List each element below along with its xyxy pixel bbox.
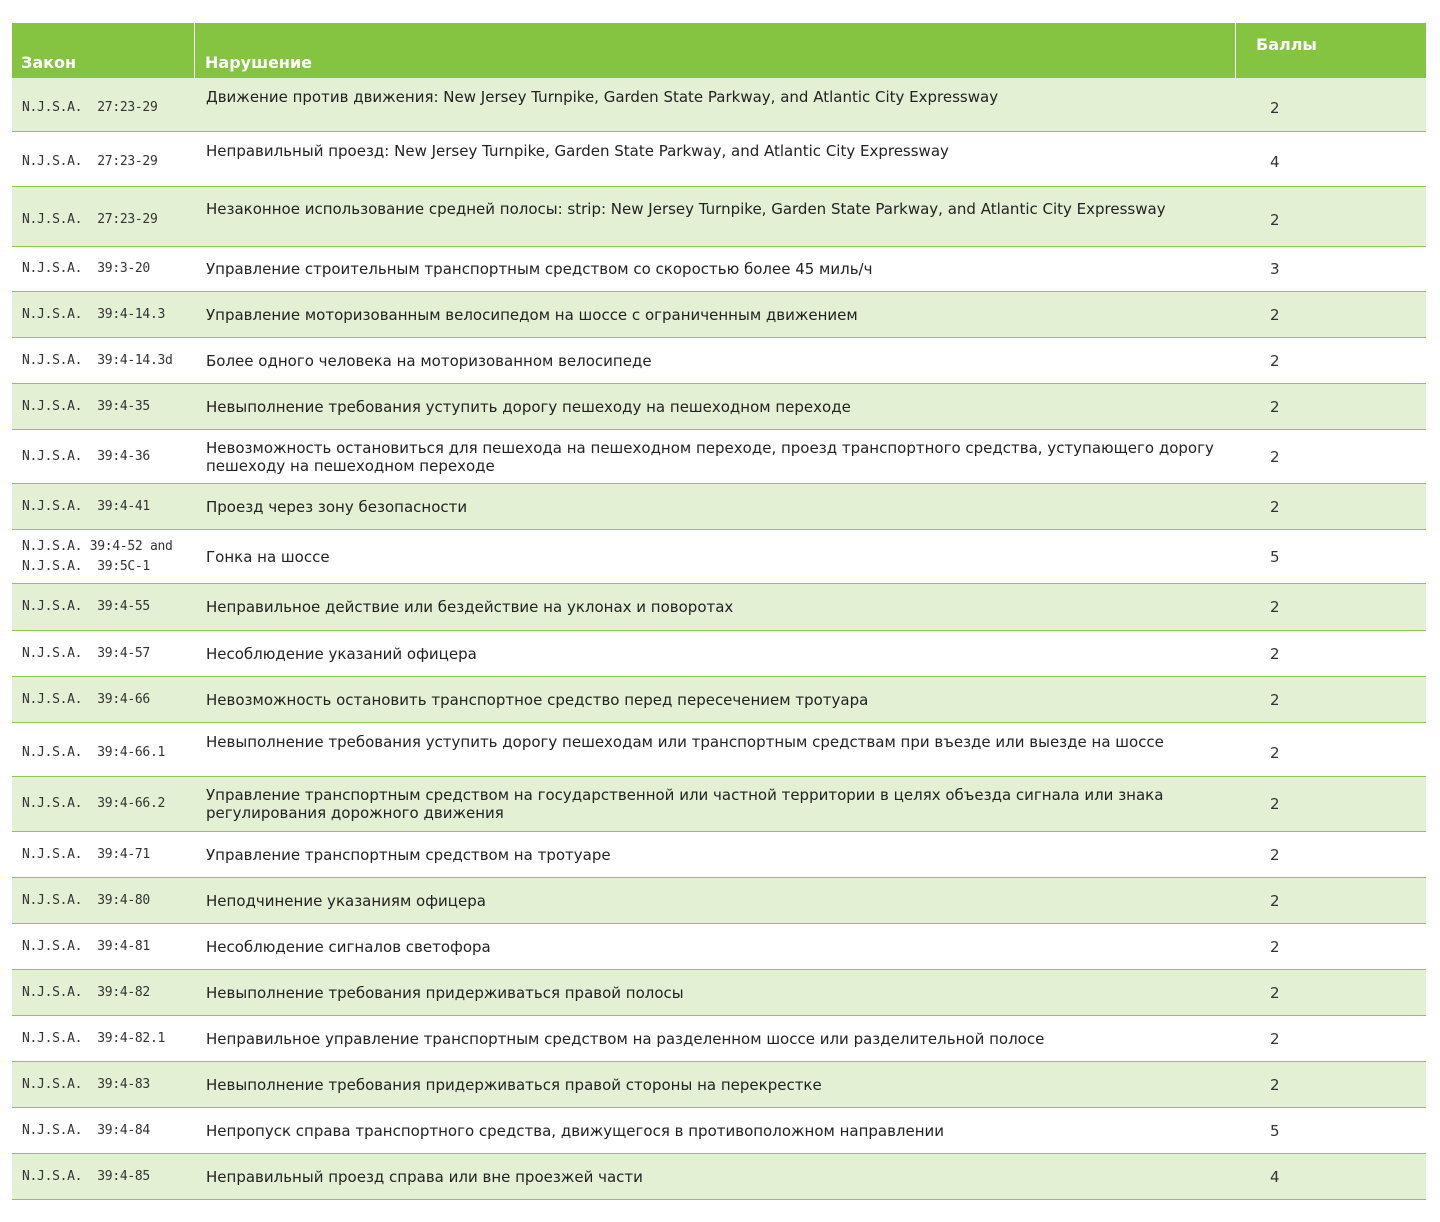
points-cell: 5 <box>1270 1121 1280 1140</box>
points-cell: 2 <box>1270 210 1280 229</box>
table-row <box>12 530 1426 584</box>
table-row <box>12 338 1426 384</box>
law-cell: N.J.S.A. 39:4-81 <box>22 938 150 954</box>
table-row <box>12 584 1426 631</box>
table-header <box>12 23 1426 78</box>
table-row <box>12 832 1426 878</box>
points-cell: 2 <box>1270 351 1280 370</box>
points-cell: 2 <box>1270 98 1280 117</box>
points-cell: 2 <box>1270 743 1280 762</box>
law-cell: N.J.S.A. 39:4-14.3d <box>22 352 173 368</box>
table-row <box>12 723 1426 777</box>
points-cell: 2 <box>1270 845 1280 864</box>
law-cell: N.J.S.A. 39:3-20 <box>22 261 150 276</box>
violation-cell: Неправильное управление транспортным средством на разделенном шоссе или разделительной полосе <box>206 1029 1045 1048</box>
points-cell: 2 <box>1270 598 1280 616</box>
violation-cell: Несоблюдение указаний офицера <box>206 644 477 663</box>
violation-cell: Невозможность остановить транспортное средство перед пересечением тротуара <box>206 690 869 709</box>
table-row <box>12 777 1426 832</box>
violation-cell: Управление моторизованным велосипедом на шоссе с ограниченным движением <box>206 305 858 324</box>
points-cell: 2 <box>1270 690 1280 709</box>
violation-cell: Управление транспортным средством на тротуаре <box>206 845 611 864</box>
violation-cell: Неправильное действие или бездействие на уклонах и поворотах <box>206 598 734 616</box>
violation-cell: Неправильный проезд: New Jersey Turnpike, Garden State Parkway, and Atlantic City Expressway <box>206 142 949 160</box>
table-row <box>12 384 1426 430</box>
table-row <box>12 247 1426 292</box>
violation-cell: Непропуск справа транспортного средства, движущегося в противоположном направлении <box>206 1121 945 1140</box>
table-row <box>12 878 1426 924</box>
law-cell: N.J.S.A. 39:4-66.2 <box>22 796 166 811</box>
table-row <box>12 924 1426 970</box>
header-points: Баллы <box>1256 35 1317 54</box>
table-row <box>12 970 1426 1016</box>
table-row <box>12 430 1426 484</box>
law-cell: N.J.S.A. 39:4-35 <box>22 398 150 414</box>
table-row <box>12 484 1426 530</box>
violation-cell: Невыполнение требования уступить дорогу пешеходам или транспортным средствам при въезде или выезде на шоссе <box>206 733 1164 751</box>
points-cell: 2 <box>1270 1075 1280 1094</box>
violation-cell: Движение против движения: New Jersey Turnpike, Garden State Parkway, and Atlantic City Expressway <box>206 88 999 106</box>
violation-cell: Управление строительным транспортным средством со скоростью более 45 миль/ч <box>206 260 873 278</box>
law-cell: N.J.S.A. 39:4-52 and N.J.S.A. 39:5C-1 <box>22 538 173 574</box>
table-row <box>12 187 1426 247</box>
law-cell: N.J.S.A. 39:4-71 <box>22 846 150 862</box>
violation-cell: Управление транспортным средством на государственной или частной территории в целях объезда сигнала или знака регулирования дорожного движения <box>206 786 1164 822</box>
violation-cell: Невыполнение требования придерживаться правой стороны на перекрестке <box>206 1075 822 1094</box>
law-cell: N.J.S.A. 39:4-66.1 <box>22 744 166 760</box>
table-row <box>12 1016 1426 1062</box>
violations-table <box>12 23 1426 1200</box>
law-cell: N.J.S.A. 39:4-85 <box>22 1168 150 1184</box>
header-law: Закон <box>12 23 195 78</box>
points-cell: 5 <box>1270 547 1280 566</box>
law-cell: N.J.S.A. 39:4-66 <box>22 691 150 707</box>
points-cell: 4 <box>1270 153 1280 171</box>
points-cell: 2 <box>1270 644 1280 663</box>
law-cell: N.J.S.A. 39:4-14.3 <box>22 306 166 322</box>
points-cell: 2 <box>1270 1029 1280 1048</box>
law-cell: N.J.S.A. 27:23-29 <box>22 99 158 115</box>
points-cell: 2 <box>1270 937 1280 956</box>
table-row <box>12 78 1426 132</box>
table-row <box>12 1154 1426 1200</box>
points-cell: 2 <box>1270 891 1280 910</box>
violation-cell: Неправильный проезд справа или вне проезжей части <box>206 1167 643 1186</box>
violation-cell: Проезд через зону безопасности <box>206 497 468 516</box>
law-cell: N.J.S.A. 39:4-55 <box>22 599 150 614</box>
points-cell: 3 <box>1270 260 1280 278</box>
law-cell: N.J.S.A. 39:4-36 <box>22 448 150 464</box>
law-cell: N.J.S.A. 39:4-82 <box>22 984 150 1000</box>
points-cell: 2 <box>1270 397 1280 416</box>
violation-cell: Неподчинение указаниям офицера <box>206 891 486 910</box>
law-cell: N.J.S.A. 27:23-29 <box>22 154 158 169</box>
points-cell: 2 <box>1270 497 1280 516</box>
law-cell: N.J.S.A. 39:4-41 <box>22 498 150 514</box>
points-cell: 2 <box>1270 305 1280 324</box>
violation-cell: Незаконное использование средней полосы: strip: New Jersey Turnpike, Garden State Parkway, and Atlantic City Expressway <box>206 200 1166 218</box>
table-row <box>12 1108 1426 1154</box>
violation-cell: Невозможность остановиться для пешехода на пешеходном переходе, проезд транспортного средства, уступающего дорогу пешеходу на пешеходном переходе <box>206 438 1214 475</box>
table-row <box>12 631 1426 677</box>
table-row <box>12 292 1426 338</box>
violation-cell: Гонка на шоссе <box>206 547 330 566</box>
table-row <box>12 132 1426 187</box>
violation-cell: Невыполнение требования уступить дорогу пешеходу на пешеходном переходе <box>206 397 851 416</box>
points-cell: 2 <box>1270 795 1280 813</box>
points-cell: 4 <box>1270 1167 1280 1186</box>
law-cell: N.J.S.A. 39:4-80 <box>22 892 150 908</box>
points-cell: 2 <box>1270 983 1280 1002</box>
law-cell: N.J.S.A. 39:4-57 <box>22 645 150 661</box>
header-violation: Нарушение <box>195 23 1236 78</box>
law-cell: N.J.S.A. 27:23-29 <box>22 211 158 227</box>
violation-cell: Более одного человека на моторизованном велосипеде <box>206 351 652 370</box>
points-cell: 2 <box>1270 447 1280 466</box>
violation-cell: Несоблюдение сигналов светофора <box>206 937 491 956</box>
law-cell: N.J.S.A. 39:4-84 <box>22 1122 150 1138</box>
law-cell: N.J.S.A. 39:4-83 <box>22 1076 150 1092</box>
violation-cell: Невыполнение требования придерживаться правой полосы <box>206 983 684 1002</box>
table-row <box>12 1062 1426 1108</box>
law-cell: N.J.S.A. 39:4-82.1 <box>22 1030 166 1046</box>
table-row <box>12 677 1426 723</box>
